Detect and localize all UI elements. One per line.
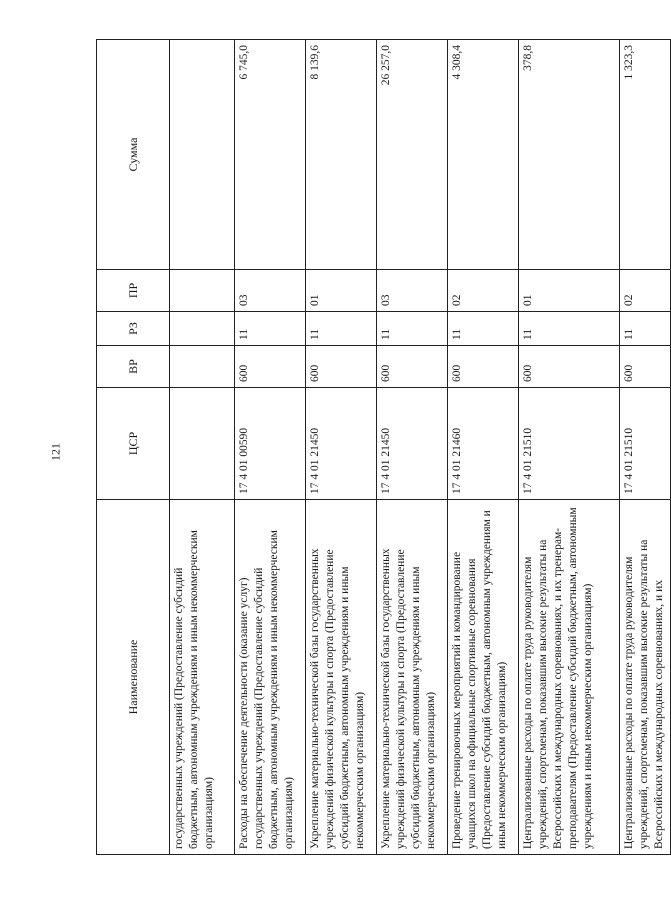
cell-csr bbox=[170, 388, 235, 500]
rotated-page-content bbox=[96, 40, 665, 855]
cell-sum: 4 308,4 bbox=[448, 40, 519, 270]
cell-sum: 6 745,0 bbox=[235, 40, 306, 270]
cell-pr: 01 bbox=[306, 270, 377, 312]
cell-name: Укрепление материально-технической базы государственных учреждений физической культуры и спорта (Предоставление субсидий бюджетным, автономным учреждениям и иным некоммерческим организациям) bbox=[306, 500, 377, 855]
cell-sum: 378,8 bbox=[519, 40, 620, 270]
cell-sum: 1 323,3 bbox=[620, 40, 671, 270]
cell-name: Проведение тренировочных мероприятий и командирование учащихся школ на официальные спортивные соревнования (Предоставление субсидий бюджетным, автономным учреждениям и иным некоммерческим организациям) bbox=[448, 500, 519, 855]
cell-vr bbox=[170, 346, 235, 388]
cell-name: государственных учреждений (Предоставление субсидий бюджетным, автономным учреждениям и иным некоммерческим организациям) bbox=[170, 500, 235, 855]
table-row bbox=[170, 40, 235, 855]
cell-vr: 600 bbox=[519, 346, 620, 388]
cell-vr: 600 bbox=[235, 346, 306, 388]
header-pr: ПР bbox=[97, 270, 170, 312]
cell-rz: 11 bbox=[306, 312, 377, 346]
cell-csr: 17 4 01 21510 bbox=[519, 388, 620, 500]
cell-pr: 02 bbox=[620, 270, 671, 312]
cell-rz: 11 bbox=[377, 312, 448, 346]
page-number: 121 bbox=[48, 443, 63, 461]
cell-sum bbox=[170, 40, 235, 270]
cell-csr: 17 4 01 21450 bbox=[306, 388, 377, 500]
cell-csr: 17 4 01 00590 bbox=[235, 388, 306, 500]
table-header-row bbox=[97, 40, 170, 855]
cell-rz: 11 bbox=[448, 312, 519, 346]
cell-rz: 11 bbox=[519, 312, 620, 346]
cell-pr: 03 bbox=[235, 270, 306, 312]
budget-table bbox=[96, 39, 671, 855]
cell-vr: 600 bbox=[306, 346, 377, 388]
header-sum: Сумма bbox=[97, 40, 170, 270]
table-row bbox=[448, 40, 519, 855]
cell-csr: 17 4 01 21450 bbox=[377, 388, 448, 500]
header-vr: ВР bbox=[97, 346, 170, 388]
cell-name: Расходы на обеспечение деятельности (оказание услуг) государственных учреждений (Предоставление субсидий бюджетным, автономным учреждениям и иным некоммерческим организациям) bbox=[235, 500, 306, 855]
table-row bbox=[519, 40, 620, 855]
table-row bbox=[235, 40, 306, 855]
table-row bbox=[377, 40, 448, 855]
header-name: Наименование bbox=[97, 500, 170, 855]
header-csr: ЦСР bbox=[97, 388, 170, 500]
cell-name: Централизованные расходы по оплате труда руководителям учреждений, спортсменам, показавшим высокие результаты на Всероссийских и международных соревнованиях, и их тренерам-преподавателям (Предоставление субсидий бюджетным, автономным учреждениям и иным некоммерческим организациям) bbox=[519, 500, 620, 855]
cell-vr: 600 bbox=[448, 346, 519, 388]
cell-rz: 11 bbox=[620, 312, 671, 346]
table-row bbox=[306, 40, 377, 855]
cell-vr: 600 bbox=[377, 346, 448, 388]
cell-pr: 02 bbox=[448, 270, 519, 312]
cell-csr: 17 4 01 21510 bbox=[620, 388, 671, 500]
cell-pr: 03 bbox=[377, 270, 448, 312]
cell-pr: 01 bbox=[519, 270, 620, 312]
cell-name: Укрепление материально-технической базы государственных учреждений физической культуры и спорта (Предоставление субсидий бюджетным, автономным учреждениям и иным некоммерческим организациям) bbox=[377, 500, 448, 855]
table-row bbox=[620, 40, 671, 855]
cell-vr: 600 bbox=[620, 346, 671, 388]
header-rz: РЗ bbox=[97, 312, 170, 346]
cell-csr: 17 4 01 21460 bbox=[448, 388, 519, 500]
cell-name: Централизованные расходы по оплате труда руководителям учреждений, спортсменам, показавшим высокие результаты на Всероссийских и международных соревнованиях, и их bbox=[620, 500, 671, 855]
cell-rz bbox=[170, 312, 235, 346]
cell-pr bbox=[170, 270, 235, 312]
cell-sum: 26 257,0 bbox=[377, 40, 448, 270]
cell-rz: 11 bbox=[235, 312, 306, 346]
cell-sum: 8 139,6 bbox=[306, 40, 377, 270]
